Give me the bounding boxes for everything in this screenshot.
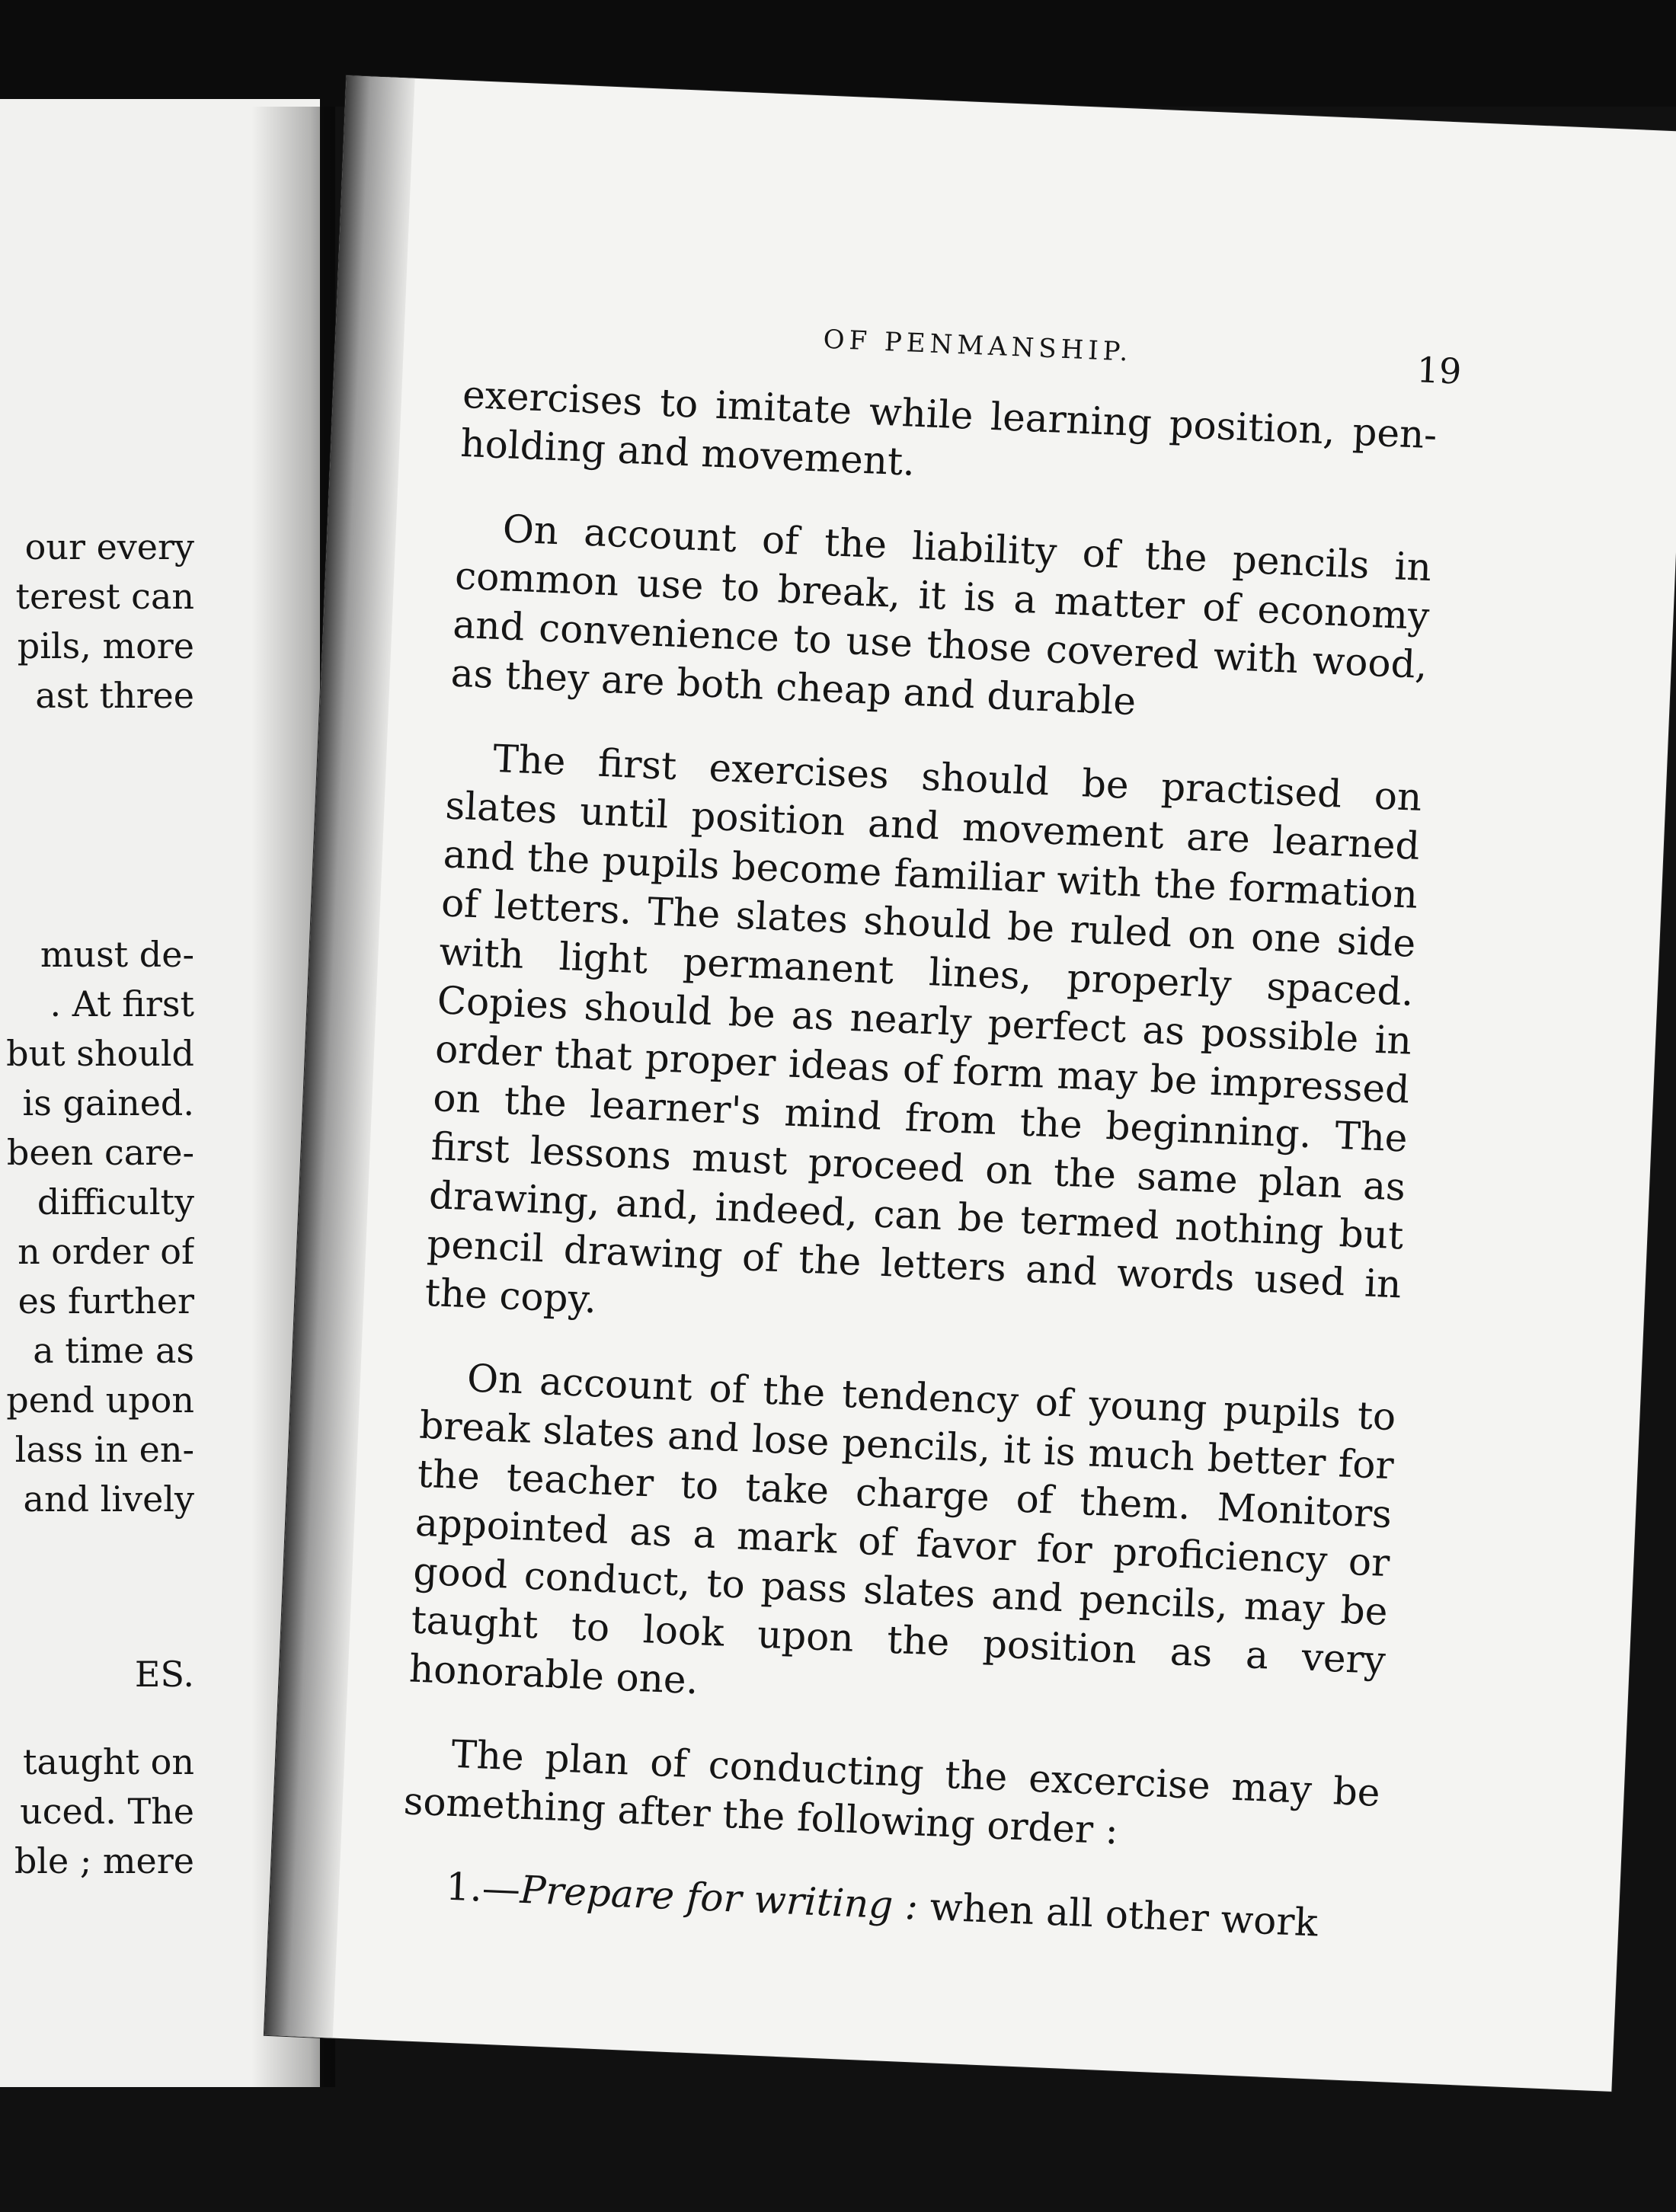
left-page-line: a time as	[33, 1330, 194, 1371]
left-page-line: . At first	[50, 983, 194, 1024]
left-page-line: is gained.	[22, 1082, 194, 1124]
left-page-line: ble ; mere	[14, 1840, 194, 1881]
left-page-line: es further	[18, 1280, 194, 1322]
left-page-line: pils, more	[17, 625, 194, 666]
left-page-line: difficulty	[37, 1181, 194, 1223]
body-text	[398, 370, 1438, 1985]
right-page	[264, 75, 1676, 2092]
page-number: 19	[1415, 349, 1463, 392]
paragraph: The first exercises should be practised on slates until position and movement are learned and the pupils become familiar with the formation of letters. The slates should be ruled on one side with light permanent lines, properly spaced. Copies should be as nearly perfect as possible in order that proper ideas of form may be impressed on the learner's mind from the beginning. The first lessons must proceed on the same plan as drawing, and, indeed, can be termed nothing but pencil drawing of the letters and words used in the copy.	[424, 736, 1423, 1322]
paragraph: The plan of conducting the excercise may be something after the following order :	[402, 1731, 1381, 1853]
running-head: OF PENMANSHIP.	[822, 324, 1134, 368]
paragraph: On account of the tendency of young pupils to break slates and lose pencils, it is much better for the teacher to take charge of them. Monitors appointed as a mark of favor for proficiency or good conduct, to pass slates and pencils, may be taught to look upon the position as a very honorable one.	[408, 1356, 1397, 1703]
left-page-line: but should	[6, 1033, 194, 1074]
left-page-line: lass in en-	[14, 1429, 194, 1470]
left-page-line: taught on	[22, 1741, 194, 1782]
left-page-line: been care-	[6, 1132, 194, 1173]
left-page-line: must de-	[40, 934, 194, 975]
item-label: Prepare for writing :	[519, 1867, 920, 1929]
left-page-line: n order of	[18, 1231, 194, 1272]
list-item	[399, 1860, 1376, 1950]
left-page-line: ast three	[35, 675, 194, 716]
left-page-line: ES.	[134, 1654, 194, 1695]
left-page-line: uced. The	[20, 1791, 194, 1832]
item-text: when all other work	[916, 1884, 1319, 1945]
left-page-line: and lively	[23, 1478, 194, 1520]
item-number: 1.—	[445, 1864, 522, 1912]
paragraph: exercises to imitate while learning position, pen-holding and movement.	[459, 372, 1438, 484]
paragraph: On account of the liability of the pencils in common use to break, it is a matter of economy and convenience to use those covered with wood, as they are both cheap and durable	[449, 507, 1433, 724]
left-page-line: terest can	[15, 576, 194, 617]
scan-background	[0, 0, 1676, 107]
left-page-line: pend upon	[6, 1379, 194, 1421]
left-page-line: our every	[24, 526, 194, 567]
